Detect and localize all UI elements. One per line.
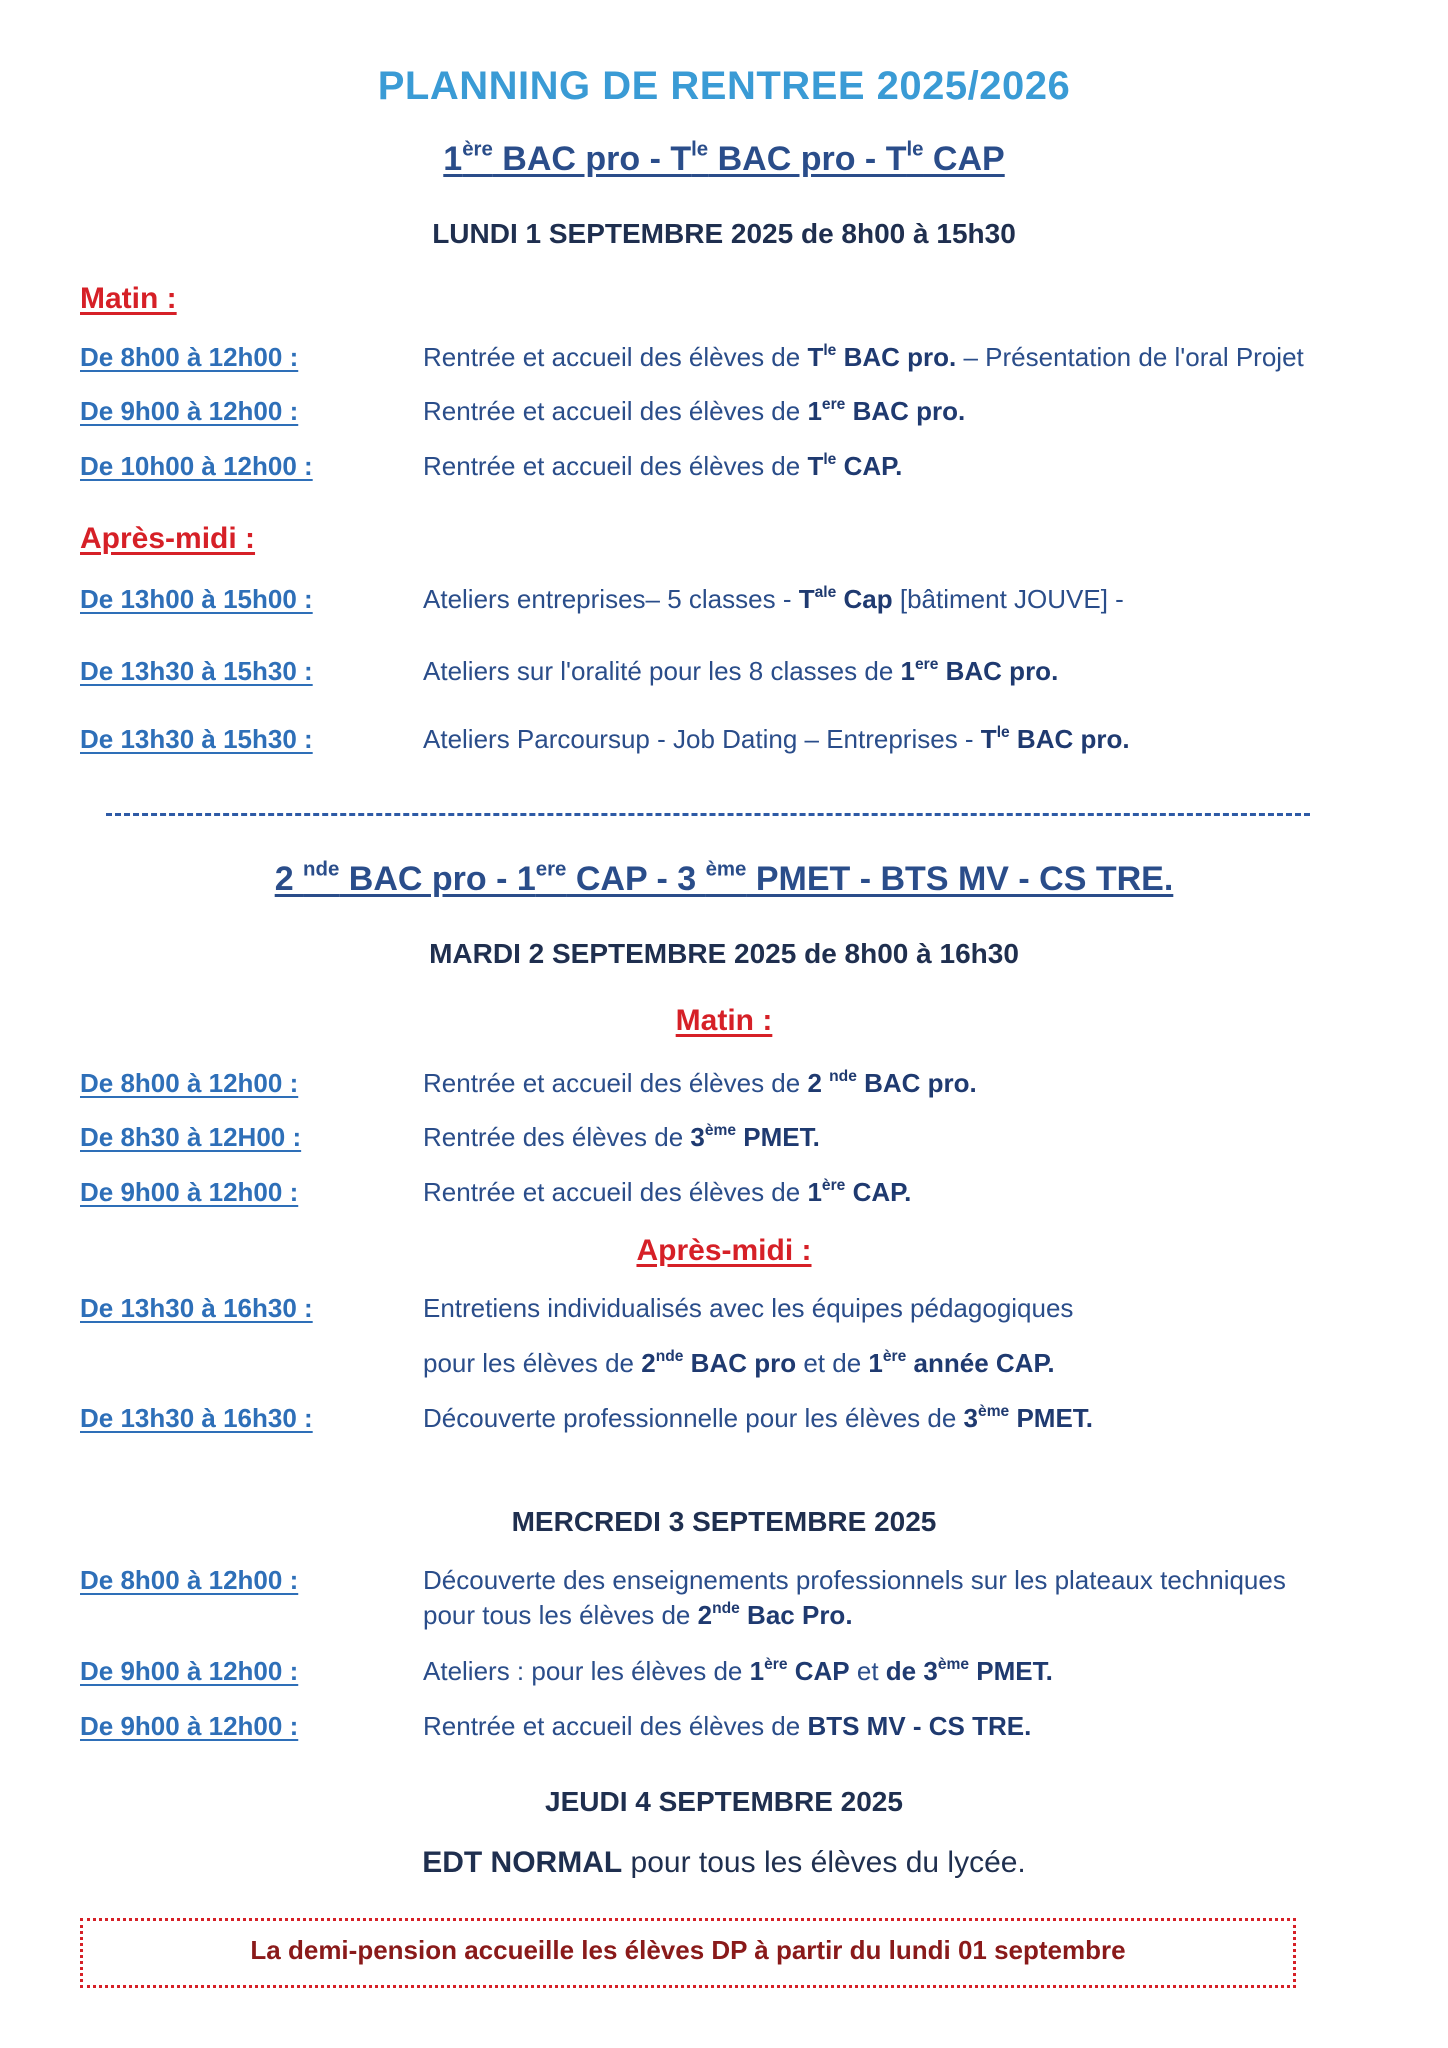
afternoon-label-1: Après-midi :	[80, 522, 256, 555]
afternoon-label-2: Après-midi :	[636, 1234, 812, 1267]
morning-label-1: Matin :	[80, 282, 177, 315]
time-slot: De 8h00 à 12h00 :	[80, 1068, 299, 1098]
slot-description: Découverte des enseignements professionnels sur les plateaux techniques	[423, 1565, 1286, 1595]
page-title: PLANNING DE RENTREE 2025/2026	[377, 64, 1071, 108]
canteen-notice: La demi-pension accueille les élèves DP à partir du lundi 01 septembre	[250, 1935, 1126, 1965]
slot-description: Rentrée et accueil des élèves de $T^{le}$ BAC pro. – Présentation de l'oral Projet	[423, 342, 1304, 372]
time-slot: De 8h30 à 12H00 :	[80, 1122, 302, 1152]
normal-schedule-note: EDT NORMAL pour tous les élèves du lycée.	[422, 1846, 1026, 1879]
slot-description: Ateliers sur l'oralité pour les 8 classes de 1ere BAC pro.	[423, 656, 1059, 686]
canteen-notice-box	[80, 1918, 1296, 1988]
time-slot: De 9h00 à 12h00 :	[80, 1711, 299, 1741]
time-slot: De 13h00 à 15h00 :	[80, 584, 313, 614]
morning-label-2: Matin :	[675, 1004, 773, 1037]
slot-description: Entretiens individualisés avec les équipes pédagogiques	[423, 1293, 1074, 1323]
slot-description: Ateliers : pour les élèves de 1ère CAP et de 3ème PMET.	[423, 1656, 1053, 1686]
section-heading-2: 2 $^{nde}$ BAC pro - 1ere CAP - 3 $^{ème}$ PMET - BTS MV - CS TRE.	[274, 858, 1174, 898]
section-divider	[106, 813, 1310, 816]
slot-description: Découverte professionnelle pour les élèves de 3ème PMET.	[423, 1403, 1094, 1433]
time-slot: De 13h30 à 16h30 :	[80, 1403, 313, 1433]
time-slot: De 13h30 à 15h30 :	[80, 724, 313, 754]
time-slot: De 9h00 à 12h00 :	[80, 1177, 299, 1207]
date-thursday: JEUDI 4 SEPTEMBRE 2025	[545, 1786, 903, 1817]
date-tuesday: MARDI 2 SEPTEMBRE 2025 de 8h00 à 16h30	[429, 938, 1019, 969]
slot-description: Rentrée et accueil des élèves de 2 $^{nde}$ BAC pro.	[423, 1068, 977, 1098]
time-slot: De 9h00 à 12h00 :	[80, 396, 299, 426]
date-monday: LUNDI 1 SEPTEMBRE 2025 de 8h00 à 15h30	[432, 218, 1016, 249]
slot-description: Ateliers Parcoursup - Job Dating – Entreprises - $T^{le}$ BAC pro.	[423, 724, 1130, 754]
section-heading-1: 1ère BAC pro - $T^{le}$ BAC pro - $T^{le}$ CAP	[443, 138, 1005, 178]
slot-description: pour les élèves de 2nde BAC pro et de 1ère année CAP.	[423, 1348, 1055, 1378]
time-slot: De 10h00 à 12h00 :	[80, 451, 313, 481]
slot-description: pour tous les élèves de 2nde Bac Pro.	[423, 1600, 853, 1630]
slot-description: Rentrée des élèves de 3ème PMET.	[423, 1122, 820, 1152]
slot-description: Ateliers entreprises– 5 classes - $T^{ale}$ Cap [bâtiment JOUVE] -	[423, 584, 1124, 614]
time-slot: De 13h30 à 15h30 :	[80, 656, 313, 686]
slot-description: Rentrée et accueil des élèves de 1ère CAP.	[423, 1177, 912, 1207]
date-wednesday: MERCREDI 3 SEPTEMBRE 2025	[511, 1506, 937, 1537]
slot-description: Rentrée et accueil des élèves de 1ere BAC pro.	[423, 396, 966, 426]
time-slot: De 9h00 à 12h00 :	[80, 1656, 299, 1686]
time-slot: De 8h00 à 12h00 :	[80, 1565, 299, 1595]
slot-description: Rentrée et accueil des élèves de $T^{le}$ CAP.	[423, 451, 903, 481]
time-slot: De 8h00 à 12h00 :	[80, 342, 299, 372]
time-slot: De 13h30 à 16h30 :	[80, 1293, 313, 1323]
slot-description: Rentrée et accueil des élèves de BTS MV - CS TRE.	[423, 1711, 1032, 1741]
